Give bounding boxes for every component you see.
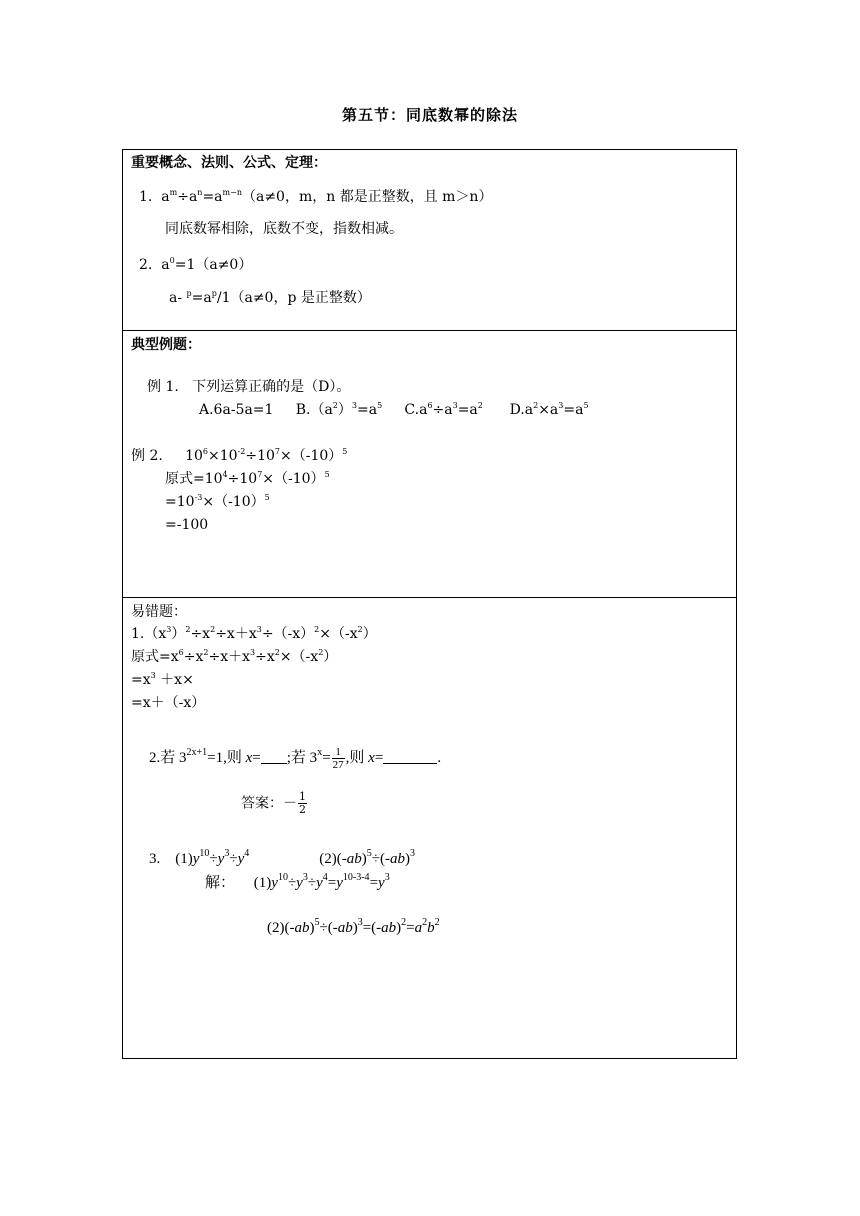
concepts-heading: 重要概念、法则、公式、定理： <box>131 155 327 171</box>
example-1-question <box>147 378 350 396</box>
example-2-question <box>131 447 347 465</box>
rule-1-condition: （a≠0，m，n 都是正整数，且 m＞n） <box>241 189 493 205</box>
rule-2 <box>139 256 252 274</box>
example-2-label: 例 2. <box>131 448 163 464</box>
rule-3-formula: a- $^p=a^p$ <box>169 289 217 306</box>
rule-3 <box>169 289 371 307</box>
mistake-3-solution-1: 解： $(1)y^{10}\div y^3\div y^4=y^{10-3-4}=y^3$ <box>205 872 390 891</box>
rule-2-label: 2. <box>139 257 153 273</box>
rule-2-formula: $a^0$ <box>161 256 175 273</box>
examples-heading: 典型例题： <box>131 337 201 353</box>
example-2-expression: $10^6\times 10^{-2}\div 10^7\times(-10)^5$ <box>185 447 348 464</box>
option-c: $C.a^6\div a^3=a^2$ <box>404 401 483 418</box>
mistake-2-answer <box>241 791 308 816</box>
rule-1-label: 1. <box>139 189 153 205</box>
rule-1-note: 同底数幂相除，底数不变，指数相减。 <box>165 221 403 237</box>
rule-1-formula: $a^m\div a^n=a^{m-n}$ <box>161 188 242 205</box>
rule-3-condition: /1（a≠0，p 是正整数） <box>216 290 371 306</box>
example-1-options <box>199 401 589 419</box>
option-b: $B.(a^2)^3=a^5$ <box>295 401 383 418</box>
example-2-step-3: =-100 <box>165 517 209 533</box>
example-2-step-2: $=10^{-3}\times(-10)^5$ <box>165 493 270 510</box>
page-title: 第五节：同底数幂的除法 <box>341 106 518 124</box>
examples-section <box>123 331 736 598</box>
option-a: A.6a-5a=1 <box>199 402 274 418</box>
mistakes-heading: 易错题： <box>131 604 187 620</box>
answer-label: 答案：－ <box>241 795 297 812</box>
example-1-label: 例 1. <box>147 379 179 395</box>
mistake-3-solution-2: $(2)(-ab)^5\div(-ab)^3=(-ab)^2=a^2b^2$ <box>267 917 440 936</box>
mistake-1-step-2: $=x^3 +x\times$ <box>131 671 194 688</box>
fraction-1-2: $\frac{1}{2}$ <box>299 790 306 816</box>
mistake-2-question: 2.若 $3^{2x+1}=1$,则 x= ;若 $3^x=$ $\frac{1}{27}$ ,则 x= . <box>149 746 442 772</box>
concepts-section <box>123 150 736 331</box>
solution-label: 解： <box>205 875 236 891</box>
content-table <box>122 149 737 1059</box>
rule-1 <box>139 188 492 206</box>
example-1-text: 下列运算正确的是（D）。 <box>192 379 351 395</box>
fraction-1-27: $\frac{1}{27}$ <box>332 746 344 772</box>
option-d: $D.a^2\times a^3=a^5$ <box>509 401 589 418</box>
mistake-3-question: 3. $(1)y^{10}\div y^3\div y^4$ $(2)(-ab)^5\div(-ab)^3$ <box>149 848 415 867</box>
example-2-step-1: 原式$=10^4\div 10^7\times(-10)^5$ <box>165 470 330 487</box>
mistakes-section <box>123 598 736 1058</box>
mistake-1-step-3: =x＋（-x） <box>131 695 206 711</box>
mistake-1-step-1: 原式$=x^6\div x^2\div x+x^3\div x^2\times(-x^2)$ <box>131 648 338 665</box>
mistake-3-label: 3. <box>149 851 161 867</box>
answer-blank-2 <box>383 749 437 764</box>
answer-blank-1 <box>261 749 287 764</box>
rule-2-condition: =1（a≠0） <box>174 257 253 273</box>
mistake-1-question: $1.(x^3)^2\div x^2\div x+x^3\div(-x)^2\times(-x^2)$ <box>131 625 377 642</box>
